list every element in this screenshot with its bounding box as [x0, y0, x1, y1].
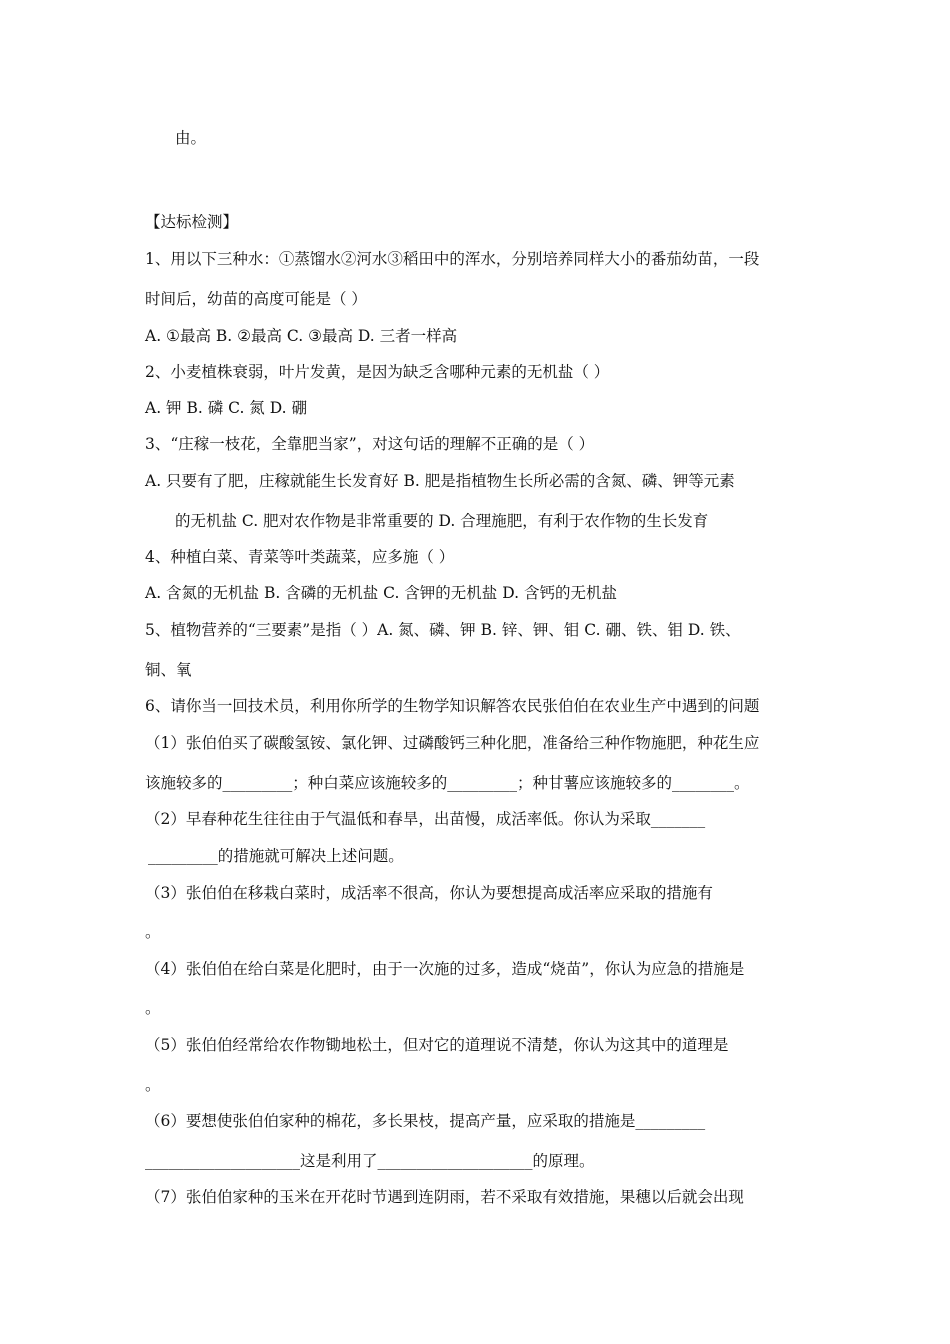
question-6-6-line-1: （6）要想使张伯伯家种的棉花，多长果枝，提高产量，应采取的措施是_________: [145, 1112, 706, 1130]
question-5-line-1: 5、植物营养的“三要素”是指（ ）A. 氮、磷、钾 B. 锌、钾、钼 C. 硼、铁、钼 D. 铁、: [145, 621, 741, 639]
question-2-options: A. 钾 B. 磷 C. 氮 D. 硼: [145, 399, 307, 417]
top-fragment: 由。: [175, 129, 207, 147]
question-5-line-2: 铜、氧: [145, 661, 192, 679]
question-3-options-line-1: A. 只要有了肥，庄稼就能生长发育好 B. 肥是指植物生长所必需的含氮、磷、钾等元素: [145, 472, 735, 490]
question-6-1-line-1: （1）张伯伯买了碳酸氢铵、氯化钾、过磷酸钙三种化肥，准备给三种作物施肥，种花生应: [145, 734, 760, 752]
question-3-options-line-2: 的无机盐 C. 肥对农作物是非常重要的 D. 合理施肥，有利于农作物的生长发育: [175, 512, 709, 530]
question-6: 6、请你当一回技术员，利用你所学的生物学知识解答农民张伯伯在农业生产中遇到的问题: [145, 697, 760, 715]
question-4-options: A. 含氮的无机盐 B. 含磷的无机盐 C. 含钾的无机盐 D. 含钙的无机盐: [145, 584, 617, 602]
question-2: 2、小麦植株衰弱，叶片发黄，是因为缺乏含哪种元素的无机盐（ ）: [145, 363, 610, 381]
question-6-2-line-1: （2）早春种花生往往由于气温低和春旱，出苗慢，成活率低。你认为采取_______: [145, 810, 706, 828]
question-1-line-1: 1、用以下三种水：①蒸馏水②河水③稻田中的浑水，分别培养同样大小的番茄幼苗，一段: [145, 250, 760, 268]
question-3: 3、“庄稼一枝花，全靠肥当家”，对这句话的理解不正确的是（ ）: [145, 435, 595, 453]
question-6-5-line-2: 。: [145, 1076, 161, 1094]
section-title: 【达标检测】: [145, 213, 239, 231]
question-1-line-2: 时间后，幼苗的高度可能是（ ）: [145, 290, 367, 308]
question-6-4-line-1: （4）张伯伯在给白菜是化肥时，由于一次施的过多，造成“烧苗”，你认为应急的措施是: [145, 960, 745, 978]
question-6-4-line-2: 。: [145, 999, 161, 1017]
question-6-5-line-1: （5）张伯伯经常给农作物锄地松土，但对它的道理说不清楚，你认为这其中的道理是: [145, 1036, 729, 1054]
question-1-options: A. ①最高 B. ②最高 C. ③最高 D. 三者一样高: [145, 327, 458, 345]
question-4: 4、种植白菜、青菜等叶类蔬菜，应多施（ ）: [145, 548, 455, 566]
question-6-3-line-1: （3）张伯伯在移栽白菜时，成活率不很高，你认为要想提高成活率应采取的措施有: [145, 884, 713, 902]
question-6-3-line-2: 。: [145, 923, 161, 941]
question-6-2-line-2: _________的措施就可解决上述问题。: [148, 847, 404, 865]
question-6-7-line-1: （7）张伯伯家种的玉米在开花时节遇到连阴雨，若不采取有效措施，果穗以后就会出现: [145, 1188, 744, 1206]
question-6-6-line-2: ____________________这是利用了____________________的原理。: [145, 1152, 595, 1170]
question-6-1-line-2: 该施较多的_________；种白菜应该施较多的_________；种甘薯应该施较多的________。: [145, 774, 750, 792]
